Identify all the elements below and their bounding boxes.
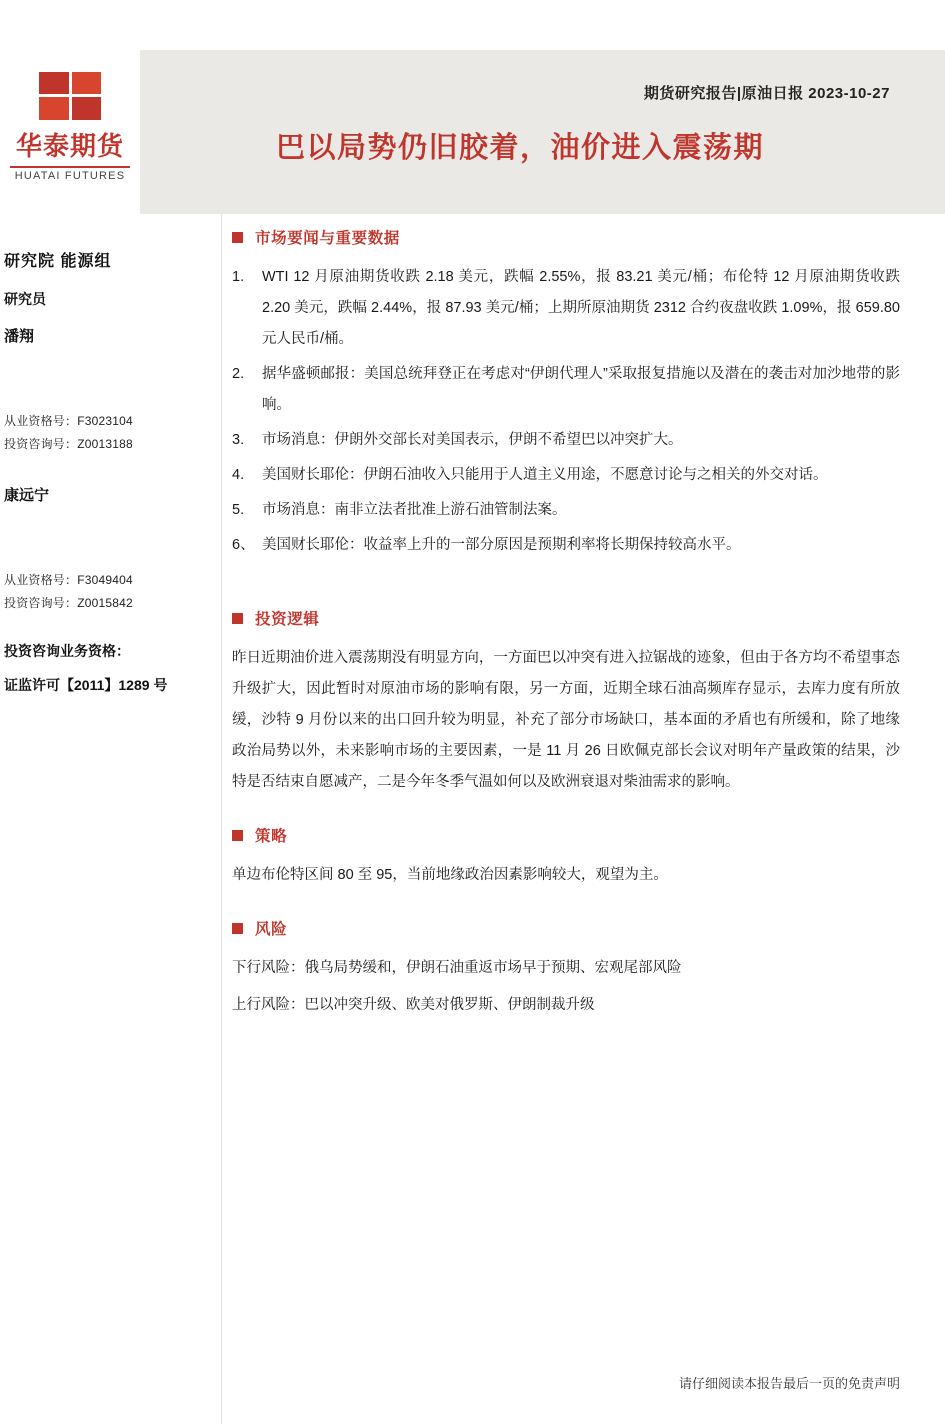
- analyst-qualification-label: 从业资格号：: [4, 414, 78, 428]
- analyst-qualification-value: F3049404: [77, 573, 133, 587]
- square-bullet-icon: [232, 923, 243, 934]
- analyst-qualification: [4, 571, 209, 588]
- list-item-text: 市场消息：伊朗外交部长对美国表示，伊朗不希望巴以冲突扩大。: [262, 432, 683, 448]
- section-title: 投资逻辑: [255, 611, 320, 628]
- paragraph: 单边布伦特区间 80 至 95，当前地缘政治因素影响较大，观望为主。: [232, 867, 668, 883]
- analyst-contact-placeholder: [4, 352, 154, 404]
- list-item-text: 美国财长耶伦：收益率上升的一部分原因是预期利率将长期保持较高水平。: [262, 537, 741, 553]
- list-item-text: 美国财长耶伦：伊朗石油收入只能用于人道主义用途，不愿意讨论与之相关的外交对话。: [262, 467, 828, 483]
- sidebar-department: 研究院 能源组: [4, 253, 112, 270]
- list-item-number: 4.: [232, 467, 245, 483]
- section-header-strategy: [232, 824, 900, 846]
- report-header: [0, 0, 945, 214]
- list-item: [232, 460, 900, 491]
- paragraph: 上行风险：巴以冲突升级、欧美对俄罗斯、伊朗制裁升级: [232, 997, 595, 1013]
- list-item-number: 1.: [232, 269, 245, 285]
- list-item: [232, 495, 900, 526]
- license-number: 证监许可【2011】1289 号: [4, 677, 168, 693]
- report-body: [232, 226, 900, 1027]
- list-item-text: 市场消息：南非立法者批准上游石油管制法案。: [262, 502, 567, 518]
- logo-chinese-name: 华泰期货: [15, 132, 124, 162]
- analyst-consulting-label: 投资咨询号：: [4, 437, 78, 451]
- section-title: 市场要闻与重要数据: [255, 230, 400, 247]
- list-item: [232, 530, 900, 561]
- section-header-risk: [232, 917, 900, 939]
- analyst-consulting: [4, 594, 209, 611]
- list-item-number: 6、: [232, 537, 255, 553]
- square-bullet-icon: [232, 232, 243, 243]
- analyst-consulting-label: 投资咨询号：: [4, 596, 78, 610]
- page-title: 巴以局势仍旧胶着，油价进入震荡期: [275, 132, 764, 164]
- analyst-qualification: [4, 412, 209, 429]
- list-item: [232, 425, 900, 456]
- analyst-name: 潘翔: [4, 328, 35, 345]
- sidebar-role-label: 研究员: [4, 291, 46, 307]
- logo-english-name: HUATAI FUTURES: [14, 170, 126, 182]
- analyst-consulting-value: Z0015842: [77, 596, 133, 610]
- report-meta: 期货研究报告|原油日报 2023-10-27: [643, 85, 890, 102]
- company-logo: [0, 50, 140, 214]
- paragraph: 下行风险：俄乌局势缓和，伊朗石油重返市场早于预期、宏观尾部风险: [232, 960, 682, 976]
- list-item-number: 3.: [232, 432, 245, 448]
- analyst-consulting-value: Z0013188: [77, 437, 133, 451]
- license-title: 投资咨询业务资格：: [4, 643, 130, 659]
- analyst-contact-placeholder: [4, 511, 154, 563]
- section-title: 策略: [255, 828, 288, 845]
- list-item-text: WTI 12 月原油期货收跌 2.18 美元，跌幅 2.55%，报 83.21 美元/桶；布伦特 12 月原油期货收跌 2.20 美元，跌幅 2.44%，报 87.93 美元/桶；上期所原油期货 2312 合约夜盘收跌 1.09%，报 659.80 元人民币/桶。: [262, 269, 900, 347]
- logo-mark-icon: [39, 72, 101, 120]
- section-header-news: [232, 226, 900, 248]
- disclaimer-note: 请仔细阅读本报告最后一页的免责声明: [678, 1376, 900, 1391]
- list-item: [232, 359, 900, 421]
- list-item-number: 2.: [232, 366, 245, 382]
- analyst-qualification-label: 从业资格号：: [4, 573, 78, 587]
- section-title: 风险: [255, 921, 288, 938]
- square-bullet-icon: [232, 830, 243, 841]
- analyst-entry: [4, 484, 209, 611]
- analyst-consulting: [4, 435, 209, 452]
- list-item: [232, 262, 900, 355]
- list-item-text: 据华盛顿邮报：美国总统拜登正在考虑对“伊朗代理人”采取报复措施以及潜在的袭击对加沙地带的影响。: [262, 366, 900, 413]
- list-item-number: 5.: [232, 502, 245, 518]
- square-bullet-icon: [232, 613, 243, 624]
- section-header-logic: [232, 607, 900, 629]
- analyst-name: 康远宁: [4, 487, 50, 504]
- paragraph: 昨日近期油价进入震荡期没有明显方向，一方面巴以冲突有进入拉锯战的迹象，但由于各方均不希望事态升级扩大，因此暂时对原油市场的影响有限，另一方面，近期全球石油高频库存显示，去库力度有所放缓，沙特 9 月份以来的出口回升较为明显，补充了部分市场缺口，基本面的矛盾也有所缓和，除了地缘政治局势以外，未来影响市场的主要因素，一是 11 月 26 日欧佩克部长会议对明年产量政策的结果，沙特是否结束自愿减产，二是今年冬季气温如何以及欧洲衰退对柴油需求的影响。: [232, 650, 900, 790]
- analyst-qualification-value: F3023104: [77, 414, 133, 428]
- sidebar: [0, 214, 222, 1424]
- logo-divider: [10, 166, 130, 168]
- analyst-entry: [4, 325, 209, 452]
